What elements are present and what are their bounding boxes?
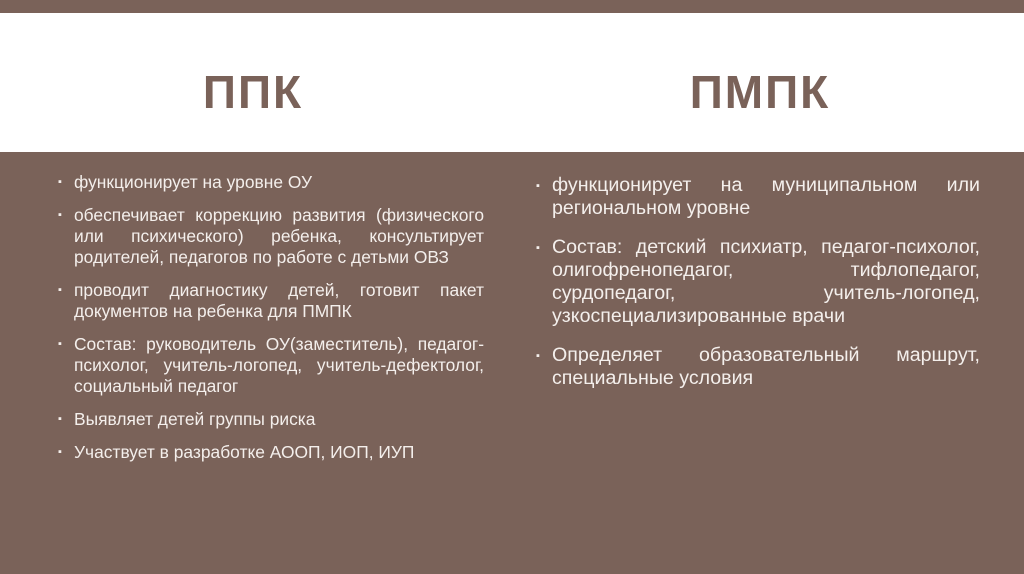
top-accent-bar (0, 0, 1024, 13)
list-item (58, 172, 484, 193)
bullet-icon: ▪ (58, 338, 62, 350)
list-item (536, 344, 980, 390)
bullet-icon: ▪ (536, 180, 540, 192)
list-item-text: Выявляет детей группы риска (74, 409, 316, 429)
right-column (536, 174, 980, 406)
bullet-icon: ▪ (536, 242, 540, 254)
bullet-icon: ▪ (58, 176, 62, 188)
left-column (58, 172, 484, 475)
slide-header (0, 13, 1024, 152)
list-item-text: функционирует на уровне ОУ (74, 172, 313, 192)
right-column-title: ПМПК (689, 66, 831, 118)
list-item-text: Участвует в разработке АООП, ИОП, ИУП (74, 442, 415, 462)
list-item-text: проводит диагностику детей, готовит пакет документов на ребенка для ПМПК (74, 280, 484, 321)
bullet-icon: ▪ (58, 284, 62, 296)
bullet-icon: ▪ (58, 413, 62, 425)
list-item-text: Состав: руководитель ОУ(заместитель), педагог-психолог, учитель-логопед, учитель-дефектолог, социальный педагог (74, 334, 484, 396)
right-bullet-list (536, 174, 980, 390)
list-item (58, 409, 484, 430)
left-bullet-list (58, 172, 484, 463)
list-item (58, 442, 484, 463)
list-item-text: Определяет образовательный маршрут, специальные условия (552, 344, 980, 389)
left-column-title: ППК (202, 66, 304, 118)
bullet-icon: ▪ (58, 209, 62, 221)
list-item-text: функционирует на муниципальном или региональном уровне (552, 174, 980, 219)
bullet-icon: ▪ (536, 350, 540, 362)
list-item (58, 334, 484, 397)
list-item (536, 236, 980, 328)
bullet-icon: ▪ (58, 446, 62, 458)
list-item-text: обеспечивает коррекцию развития (физического или психического) ребенка, консультирует родителей, педагогов по работе с детьми ОВЗ (74, 205, 484, 267)
list-item (536, 174, 980, 220)
list-item (58, 280, 484, 322)
list-item (58, 205, 484, 268)
list-item-text: Состав: детский психиатр, педагог-психолог, олигофренопедагог, тифлопедагог, сурдопедагог, учитель-логопед, узкоспециализированные врачи (552, 236, 980, 327)
